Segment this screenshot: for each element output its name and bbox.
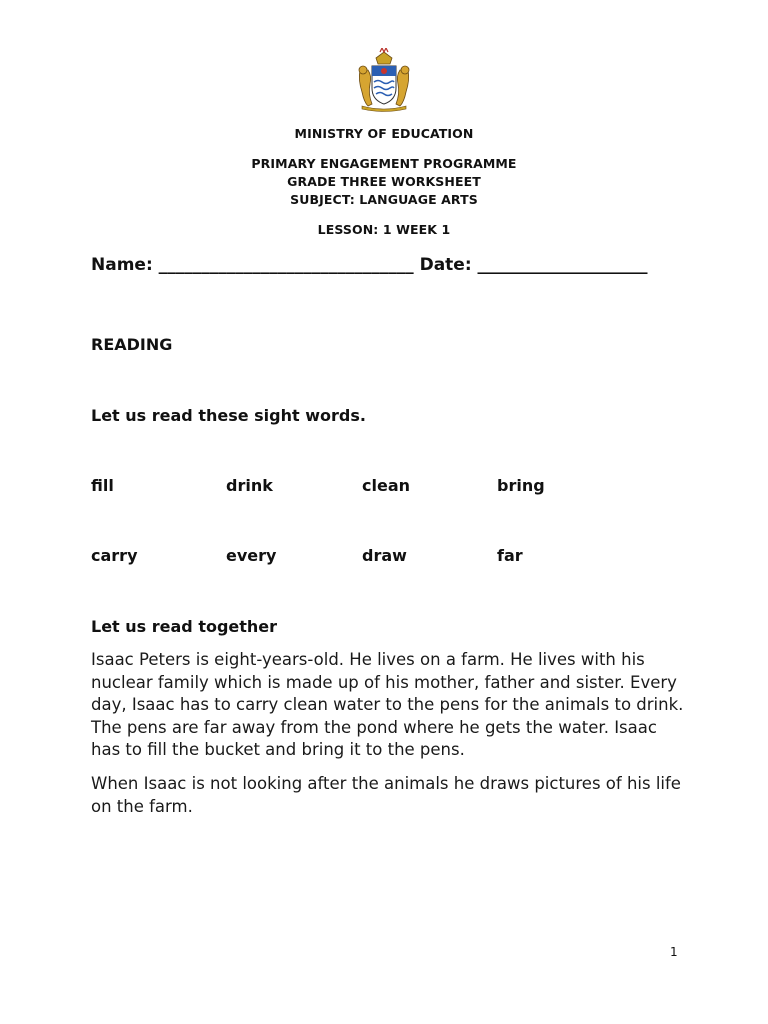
- name-date-line: Name: ______________________________ Date: ____________________: [91, 255, 648, 275]
- programme-title: PRIMARY ENGAGEMENT PROGRAMME: [251, 156, 517, 171]
- page-number: 1: [670, 945, 678, 959]
- sight-word: clean: [362, 476, 411, 495]
- coat-of-arms-logo: [352, 48, 416, 112]
- passage-paragraph: Isaac Peters is eight-years-old. He lives on a farm. He lives with his nuclear family which is made up of his mother, father and sister. Every day, Isaac has to carry clean water to the pens for the animals to drink. The pens are far away from the pond where he gets the water. Isaac has to fill the bucket and bring it to the pens.: [91, 650, 684, 759]
- sight-word: bring: [497, 476, 545, 495]
- lesson-title: LESSON: 1 WEEK 1: [317, 222, 451, 237]
- ministry-title: MINISTRY OF EDUCATION: [294, 126, 474, 141]
- read-together-heading: Let us read together: [91, 617, 278, 636]
- sight-word: far: [497, 546, 523, 565]
- sight-word: draw: [362, 546, 407, 565]
- reading-heading: READING: [91, 335, 173, 354]
- worksheet-title: GRADE THREE WORKSHEET: [287, 174, 481, 189]
- subject-title: SUBJECT: LANGUAGE ARTS: [290, 192, 478, 207]
- sight-word: carry: [91, 546, 138, 565]
- sight-word: every: [226, 546, 277, 565]
- sight-words-instruction: Let us read these sight words.: [91, 406, 366, 425]
- passage-paragraph: When Isaac is not looking after the animals he draws pictures of his life on the farm.: [91, 774, 681, 816]
- sight-word: fill: [91, 476, 114, 495]
- sight-word: drink: [226, 476, 273, 495]
